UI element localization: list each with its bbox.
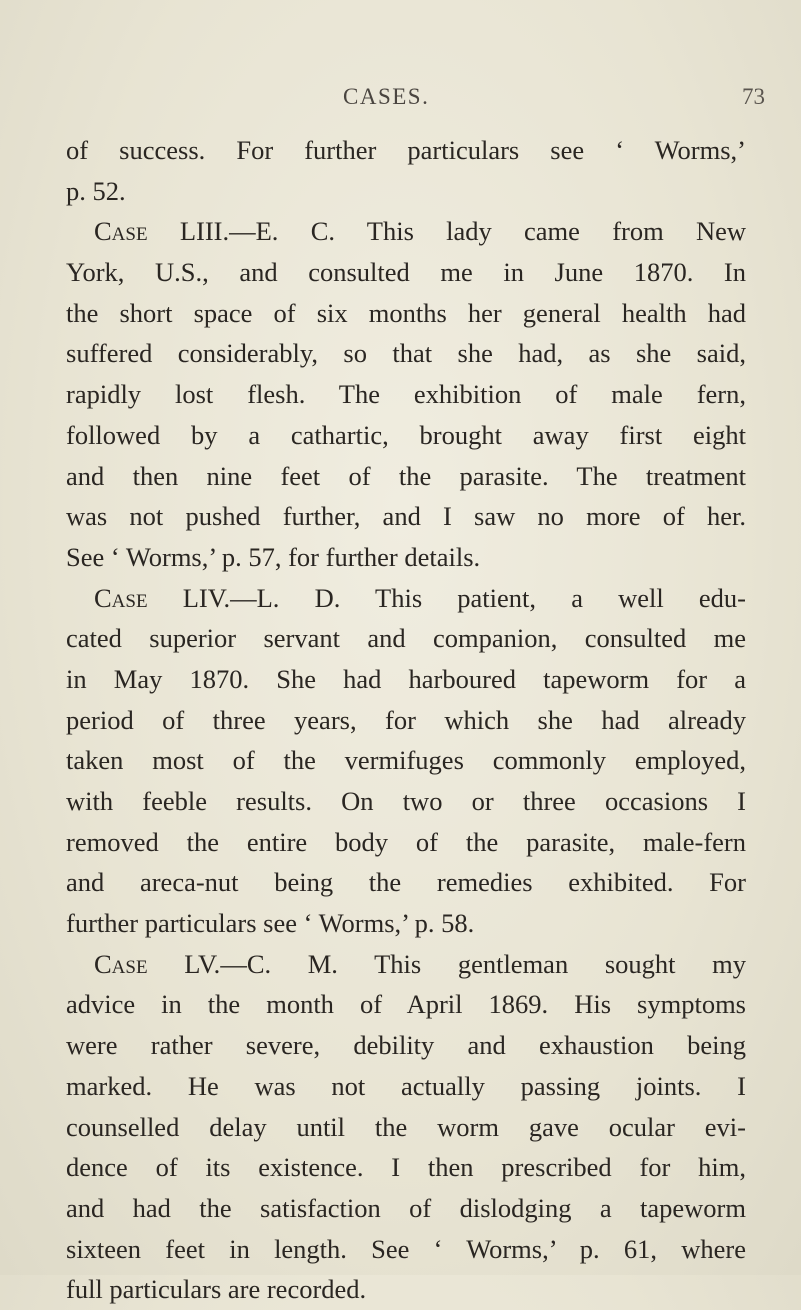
text-line: further particulars see ‘ Worms,’ p. 58. bbox=[66, 908, 475, 939]
text-line: of success. For further particulars see ‘ Worms,’ bbox=[66, 135, 746, 165]
text-line: rapidly lost flesh. The exhibition of male fern, bbox=[66, 379, 746, 410]
text-line: in May 1870. She had harboured tapeworm for a bbox=[66, 663, 746, 694]
text-line: and then nine feet of the parasite. The treatment bbox=[66, 460, 746, 491]
text-line: suffered considerably, so that she had, as she said, bbox=[66, 338, 746, 369]
text-line: taken most of the vermifuges commonly employed, bbox=[66, 745, 746, 776]
case-label: Case LIII. bbox=[94, 216, 230, 247]
text-line: were rather severe, debility and exhaustion being bbox=[66, 1030, 746, 1061]
text-line: with feeble results. On two or three occasions I bbox=[66, 786, 746, 816]
text-line: followed by a cathartic, brought away first eight bbox=[66, 419, 746, 450]
text-line bbox=[66, 944, 746, 985]
running-head bbox=[0, 80, 801, 110]
text-line: removed the entire body of the parasite, male-fern bbox=[66, 826, 746, 857]
page-number: 73 bbox=[742, 84, 765, 109]
text-line: the short space of six months her general health had bbox=[66, 297, 746, 328]
text-line: was not pushed further, and I saw no more of her. bbox=[66, 501, 746, 532]
case-text: —C. M. This gentleman sought my bbox=[220, 948, 746, 979]
text-line: See ‘ Worms,’ p. 57, for further details. bbox=[66, 541, 481, 572]
text-line: and had the satisfaction of dislodging a tapeworm bbox=[66, 1192, 746, 1223]
body-text bbox=[66, 130, 746, 1310]
text-line: cated superior servant and companion, consulted me bbox=[66, 623, 746, 654]
text-line bbox=[66, 578, 746, 619]
text-line: advice in the month of April 1869. His symptoms bbox=[66, 989, 746, 1020]
text-line: marked. He was not actually passing joints. I bbox=[66, 1070, 746, 1101]
text-line: York, U.S., and consulted me in June 1870. In bbox=[66, 257, 746, 288]
text-line: dence of its existence. I then prescribed for him, bbox=[66, 1152, 746, 1183]
text-line: full particulars are recorded. bbox=[66, 1274, 367, 1305]
text-line: counselled delay until the worm gave ocular evi- bbox=[66, 1111, 746, 1142]
text-line: and areca-nut being the remedies exhibited. For bbox=[66, 867, 746, 898]
case-text: —E. C. This lady came from New bbox=[229, 216, 746, 247]
case-label: Case LV. bbox=[94, 948, 221, 979]
case-label: Case LIV. bbox=[94, 582, 231, 613]
text-line: period of three years, for which she had already bbox=[66, 704, 746, 735]
running-title: CASES. bbox=[343, 84, 430, 109]
text-line: sixteen feet in length. See ‘ Worms,’ p. 61, where bbox=[66, 1233, 746, 1264]
case-text: —L. D. This patient, a well edu- bbox=[230, 582, 746, 613]
text-line bbox=[66, 211, 746, 252]
text-line: p. 52. bbox=[66, 175, 126, 206]
